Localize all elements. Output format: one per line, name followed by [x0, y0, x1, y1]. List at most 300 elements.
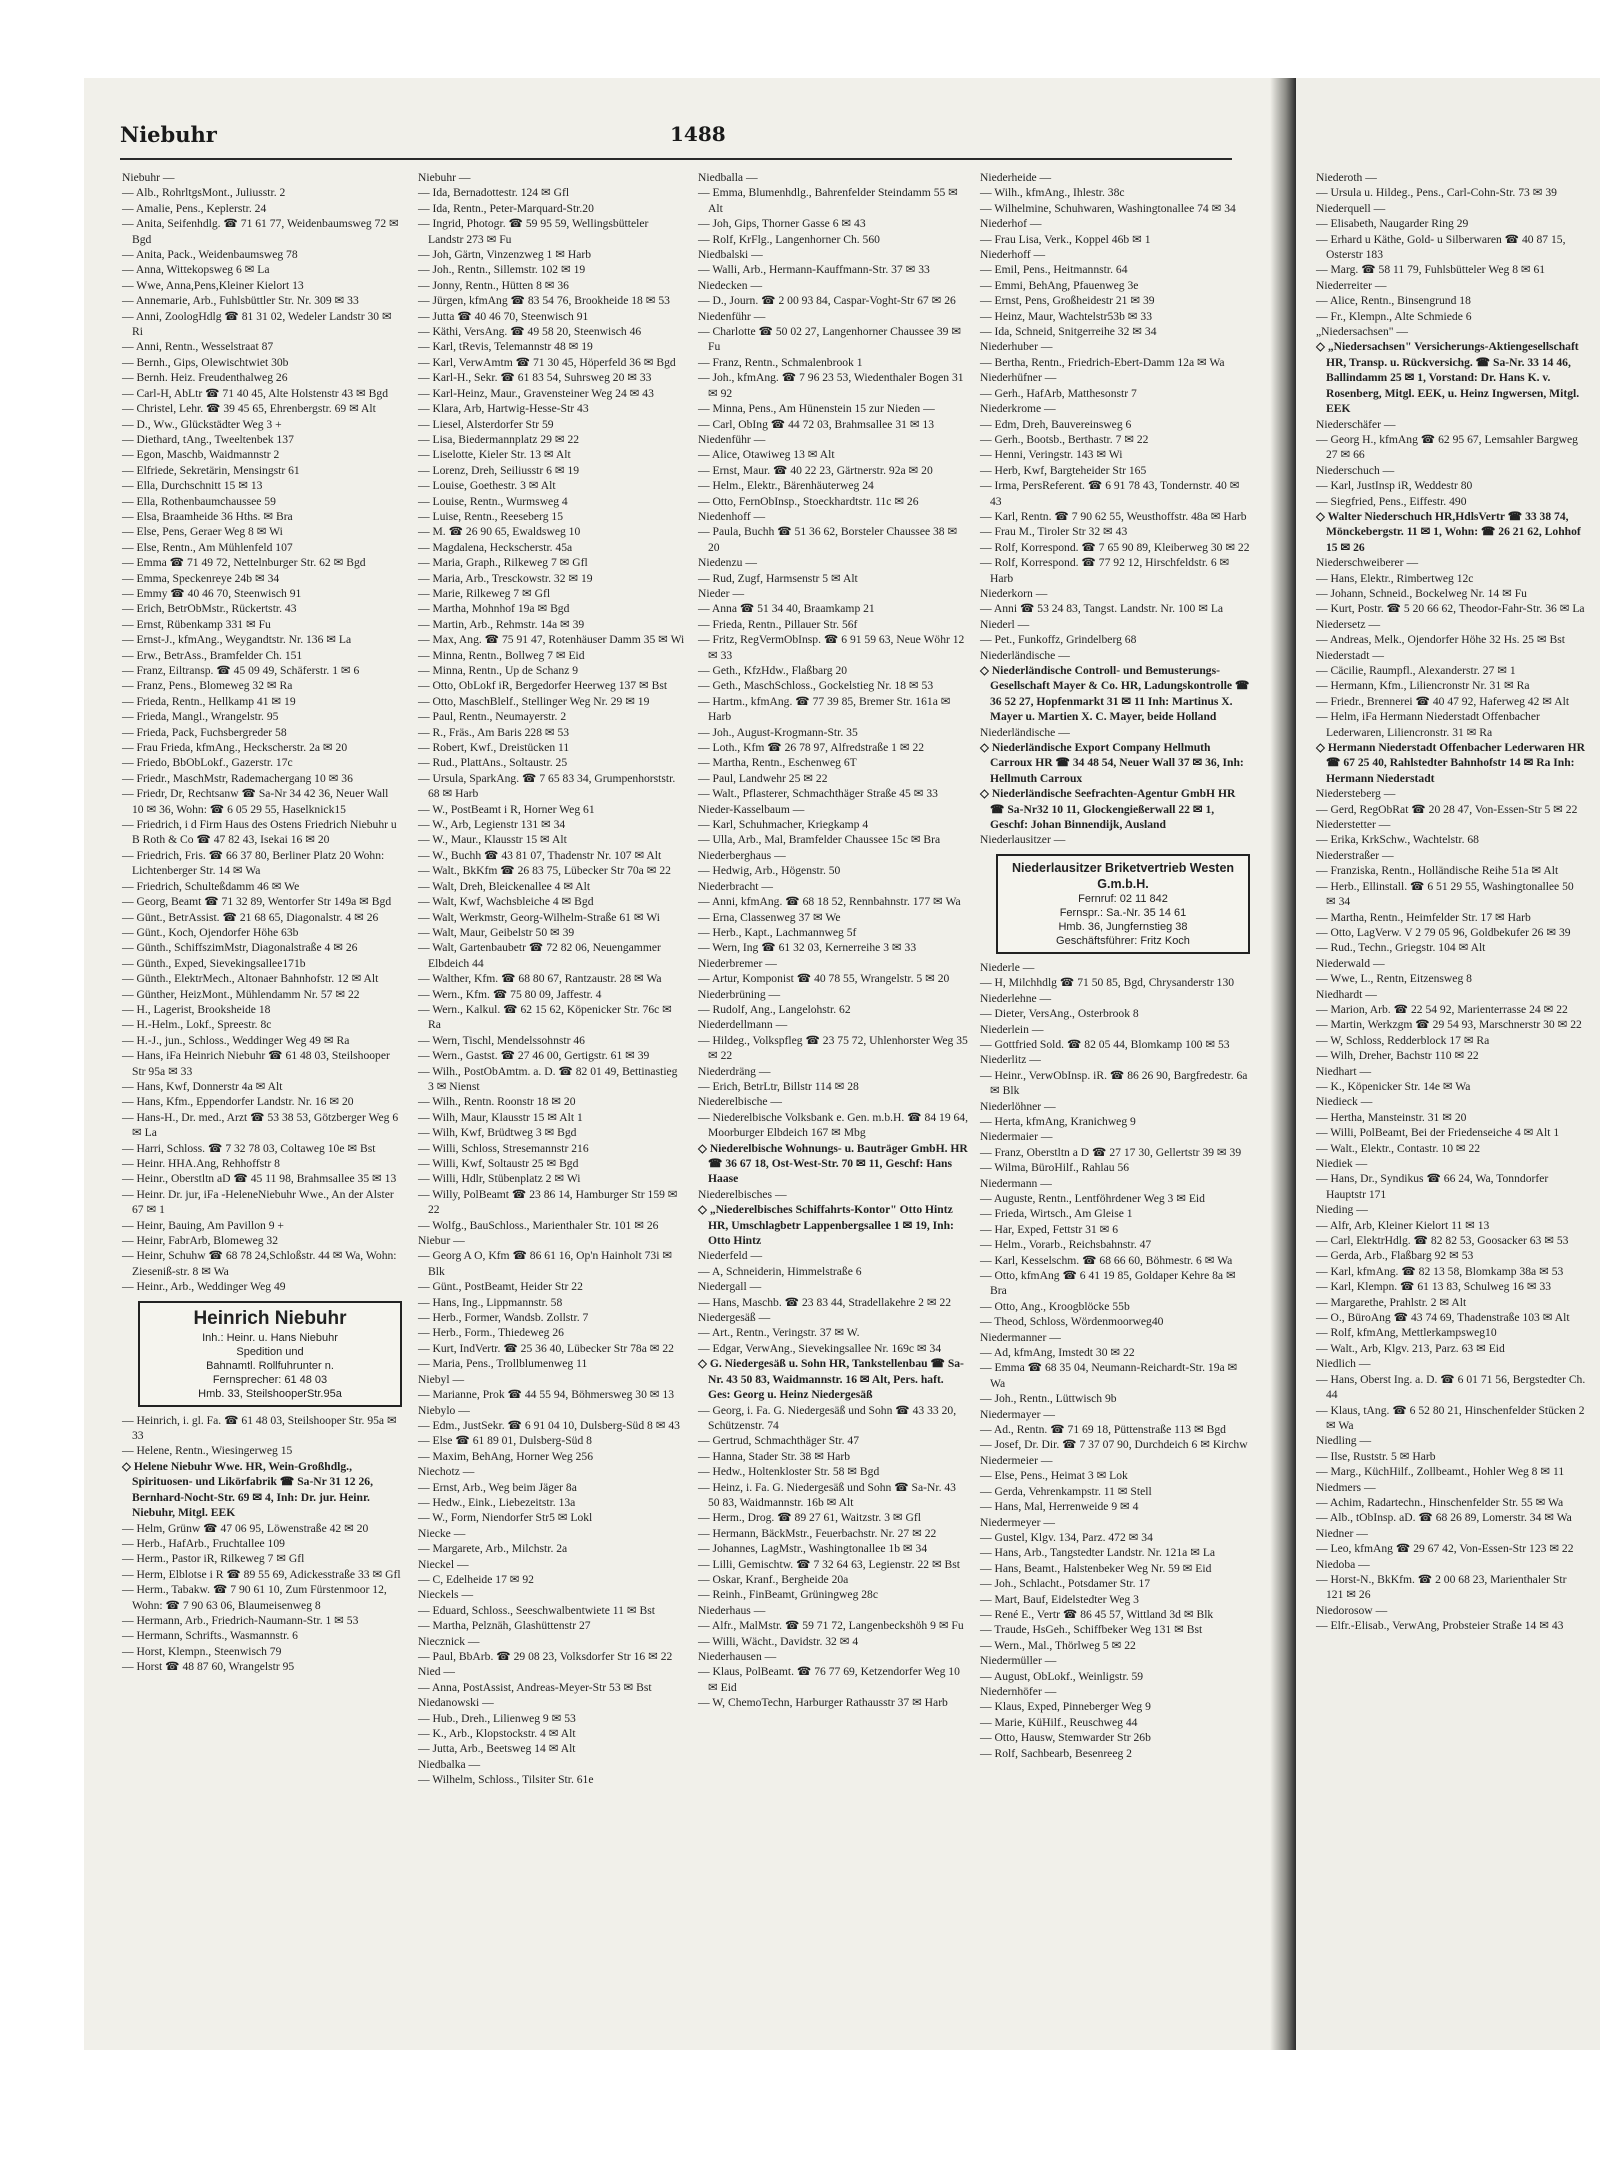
- directory-entry: ◇ „Niedersachsen" Versicherungs-Aktiengesellschaft HR, Transp. u. Rückversichg. ☎ Sa-Nr. 33 14 46, Ballindamm 25 ✉ 1, Vorstand: Dr. Hans K. v. Rosenberg, Mitgl. EEK, u. Heinz Ingwersen, Mitgl. EEK: [1316, 340, 1580, 416]
- directory-entry: — Herb., Ellinstall. ☎ 6 51 29 55, Washingtonallee 50 ✉ 34: [1316, 879, 1574, 909]
- directory-entry: — Otto, Ang., Kroogblöcke 55b: [980, 1299, 1130, 1313]
- directory-entry: — Klaus, Exped, Pinneberger Weg 9: [980, 1700, 1151, 1714]
- surname-heading: Niederkorn —: [980, 586, 1048, 600]
- surname-heading: Nieder —: [698, 586, 745, 600]
- surname-heading: Niechotz —: [418, 1465, 475, 1479]
- directory-entry: — Wern., Kalkul. ☎ 62 15 62, Köpenicker Str. 76c ✉ Ra: [418, 1002, 672, 1032]
- directory-entry: — Walli, Arb., Hermann-Kauffmann-Str. 37 ✉ 33: [698, 263, 930, 277]
- directory-entry: — Herm., Pastor iR, Rilkeweg 7 ✉ Gfl: [122, 1552, 305, 1566]
- directory-entry: — K., Arb., Klopstockstr. 4 ✉ Alt: [418, 1727, 576, 1741]
- directory-entry: — Karl, Rentn. ☎ 7 90 62 55, Weusthoffstr. 48a ✉ Harb: [980, 509, 1247, 523]
- directory-entry: — Horst, Klempn., Steenwisch 79: [122, 1644, 282, 1658]
- directory-entry: — Willi, PolBeamt, Bei der Friedenseiche 4 ✉ Alt 1: [1316, 1126, 1560, 1140]
- directory-entry: — Carl, ElektrHdlg. ☎ 82 82 53, Goosacker 63 ✉ 53: [1316, 1234, 1569, 1248]
- directory-entry: — Jonny, Rentn., Hütten 8 ✉ 36: [418, 278, 569, 292]
- surname-heading: Niebuhr —: [122, 171, 175, 184]
- directory-entry: — Walther, Kfm. ☎ 68 80 67, Rantzaustr. 28 ✉ Wa: [418, 972, 662, 986]
- surname-heading: Nieding —: [1316, 1203, 1368, 1217]
- directory-entry: — H.-J., jun., Schloss., Weddinger Weg 49 ✉ Ra: [122, 1033, 350, 1047]
- directory-entry: — Johann, Schneid., Bockelweg Nr. 14 ✉ Fu: [1316, 586, 1527, 600]
- directory-entry: ◇ Niederelbische Wohnungs- u. Bauträger GmbH. HR ☎ 36 67 18, Ost-West-Str. 70 ✉ 11, Geschf: Hans Haase: [698, 1141, 968, 1186]
- directory-entry: — Hans, Beamt., Halstenbeker Weg Nr. 59 ✉ Eid: [980, 1561, 1212, 1575]
- directory-entry: — Karl, Kesselschm. ☎ 68 66 60, Böhmestr. 6 ✉ Wa: [980, 1253, 1233, 1267]
- surname-heading: Niederschäfer —: [1316, 417, 1396, 431]
- directory-entry: — Hans-H., Dr. med., Arzt ☎ 53 38 53, Götzberger Weg 6 ✉ La: [122, 1110, 399, 1140]
- directory-entry: — Willi, Kwf, Soltaustr 25 ✉ Bgd: [418, 1157, 579, 1170]
- directory-entry: — Henni, Veringstr. 143 ✉ Wi: [980, 448, 1123, 462]
- directory-entry: — Rolf, Sachbearb, Besenreeg 2: [980, 1746, 1132, 1760]
- directory-entry: — Ad, kfmAng, Imstedt 30 ✉ 22: [980, 1346, 1135, 1360]
- directory-entry: — Lilli, Gemischtw. ☎ 7 32 64 63, Legienstr. 22 ✉ Bst: [698, 1557, 961, 1571]
- directory-entry: — Louise, Goethestr. 3 ✉ Alt: [418, 479, 556, 493]
- directory-entry: Hmb. 33, SteilshooperStr.95a: [198, 1387, 342, 1400]
- directory-entry: — Ernst, Arb., Weg beim Jäger 8a: [418, 1480, 577, 1494]
- directory-entry: — Rud., Techn., Griegstr. 104 ✉ Alt: [1316, 941, 1486, 955]
- advertisement-box-brikett: [996, 854, 1250, 954]
- directory-entry: — Franz, Eiltransp. ☎ 45 09 49, Schäferstr. 1 ✉ 6: [122, 664, 360, 677]
- directory-entry: — Karl, VerwAmtm ☎ 71 30 45, Höperfeld 36 ✉ Bgd: [418, 355, 676, 369]
- surname-heading: Niedermanner —: [980, 1330, 1061, 1344]
- directory-entry: — Anni, Rentn., Wesselstraat 87: [122, 340, 274, 354]
- directory-entry: — Alb., tObInsp. aD. ☎ 68 26 89, Lomerstr. 34 ✉ Wa: [1316, 1511, 1572, 1525]
- directory-entry: — Frieda, Wirtsch., Am Gleise 1: [980, 1207, 1133, 1221]
- directory-entry: — Amalie, Pens., Keplerstr. 24: [122, 201, 267, 215]
- directory-entry: — Paul, Landwehr 25 ✉ 22: [698, 771, 828, 785]
- directory-entry: — Friedr., MaschMstr, Rademachergang 10 ✉ 36: [122, 771, 353, 785]
- directory-entry: — W., Arb, Legienstr 131 ✉ 34: [418, 818, 566, 832]
- directory-entry: — Hedw., Holtenkloster Str. 58 ✉ Bgd: [698, 1465, 880, 1479]
- directory-entry: — Georg A O, Kfm ☎ 86 61 16, Op'n Hainholt 73i ✉ Blk: [418, 1249, 673, 1278]
- directory-entry: — Joh, Gips, Thorner Gasse 6 ✉ 43: [698, 217, 866, 231]
- directory-entry: — Emma ☎ 68 35 04, Neumann-Reichardt-Str. 19a ✉ Wa: [980, 1361, 1238, 1390]
- directory-entry: — Bertha, Rentn., Friedrich-Ebert-Damm 12a ✉ Wa: [980, 355, 1225, 369]
- surname-heading: Niederdräng —: [698, 1064, 771, 1078]
- surname-heading: Niederhof —: [980, 217, 1042, 231]
- directory-entry: — Günt., BetrAssist. ☎ 21 68 65, Diagonalstr. 4 ✉ 26: [122, 910, 379, 924]
- directory-entry: — Anita, Pack., Weidenbaumsweg 78: [122, 248, 298, 262]
- directory-entry: — Jutta ☎ 40 46 70, Steenwisch 91: [418, 309, 589, 323]
- surname-heading: Niedecken —: [698, 278, 763, 292]
- ad-lines: [1004, 892, 1242, 948]
- directory-entry: — Hanna, Stader Str. 38 ✉ Harb: [698, 1449, 851, 1463]
- directory-entry: — Otto, ObLokf iR, Bergedorfer Heerweg 137 ✉ Bst: [418, 679, 668, 693]
- directory-column-right: [1316, 170, 1586, 1634]
- directory-entry: — Max, Ang. ☎ 75 91 47, Rotenhäuser Damm 35 ✉ Wi: [418, 633, 685, 647]
- directory-entry: — Günth., SchiffszimMstr, Diagonalstraße 4 ✉ 26: [122, 941, 358, 955]
- entry-list: [980, 170, 1250, 848]
- surname-heading: Niederhuber —: [980, 340, 1053, 354]
- surname-heading: Niedermaier —: [980, 1130, 1053, 1144]
- directory-entry: — Ulla, Arb., Mal, Bramfelder Chaussee 15c ✉ Bra: [698, 833, 941, 847]
- directory-entry: — Ida, Rentn., Peter-Marquard-Str.20: [418, 201, 594, 215]
- page-number: 1488: [670, 122, 726, 146]
- surname-heading: Niedenführ —: [698, 432, 766, 446]
- directory-entry: — Ida, Bernadottestr. 124 ✉ Gfl: [418, 186, 570, 200]
- surname-heading: Niedermüller —: [980, 1654, 1057, 1668]
- directory-entry: — Hermann, Schrifts., Wasmannstr. 6: [122, 1629, 298, 1643]
- directory-entry: ◇ „Niederelbisches Schiffahrts-Kontor" Otto Hintz HR, Umschlagbetr Lappenbergsallee 1 ✉ 19, Inh: Otto Hintz: [698, 1203, 954, 1248]
- directory-entry: — Karl-Heinz, Maur., Gravensteiner Weg 24 ✉ 43: [418, 386, 654, 400]
- directory-entry: — Maria, Pens., Trollblumenweg 11: [418, 1357, 588, 1371]
- directory-entry: — Emmi, BehAng, Pfauenweg 3e: [980, 278, 1139, 292]
- directory-entry: — Lisa, Biedermannplatz 29 ✉ 22: [418, 432, 580, 446]
- directory-entry: — Herb, Kwf, Bargteheider Str 165: [980, 463, 1147, 477]
- directory-entry: — Herm., Drog. ☎ 89 27 61, Waitzstr. 3 ✉ Gfl: [698, 1511, 921, 1525]
- directory-entry: — Liesel, Alsterdorfer Str 59: [418, 417, 554, 431]
- directory-entry: — Carl-H, AbLtr ☎ 71 40 45, Alte Holstenstr 43 ✉ Bgd: [122, 386, 388, 400]
- directory-entry: — Ernst-J., kfmAng., Weygandtstr. Nr. 136 ✉ La: [122, 633, 352, 647]
- directory-entry: — Herm., Tabakw. ☎ 7 90 61 10, Zum Fürstenmoor 12, Wohn: ☎ 7 90 63 06, Blaumeisenweg 8: [122, 1583, 387, 1612]
- directory-entry: — Helm, iFa Hermann Niederstadt Offenbacher Lederwaren, Liliencronstr. 31 ✉ Ra: [1316, 710, 1540, 739]
- directory-entry: — Heinrich, i. gl. Fa. ☎ 61 48 03, Steilshooper Str. 95a ✉ 33: [122, 1413, 397, 1443]
- surname-heading: Niederwald —: [1316, 956, 1385, 970]
- ad-lines: [146, 1331, 394, 1401]
- advertisement-box-niebuhr: [138, 1301, 402, 1407]
- directory-entry: — Robert, Kwf., Dreistücken 11: [418, 741, 570, 755]
- directory-entry: — Paul, BbArb. ☎ 29 08 23, Volksdorfer Str 16 ✉ 22: [418, 1650, 673, 1663]
- directory-entry: — Ella, Durchschnitt 15 ✉ 13: [122, 479, 263, 493]
- directory-entry: ◇ Niederländische Controll- und Bemusterungs-Gesellschaft Mayer & Co. HR, Ladungskontrolle ☎ 36 52 27, Hopfenmarkt 31 ✉ 11 Inh: Martinus X. Mayer u. Martien X. C. Mayer, beide Holland: [980, 664, 1250, 724]
- directory-entry: — Gottfried Sold. ☎ 82 05 44, Blomkamp 100 ✉ 53: [980, 1037, 1230, 1051]
- directory-entry: — Dieter, VersAng., Osterbrook 8: [980, 1007, 1139, 1021]
- directory-entry: — Otto, Hausw, Stemwarder Str 26b: [980, 1731, 1151, 1745]
- directory-entry: — Willi, Hdlr, Stübenplatz 2 ✉ Wi: [418, 1172, 581, 1186]
- surname-heading: Niederschuch —: [1316, 463, 1395, 477]
- directory-entry: — Annemarie, Arb., Fuhlsbüttler Str. Nr. 309 ✉ 33: [122, 294, 359, 308]
- surname-heading: Niedenhoff —: [698, 509, 766, 523]
- directory-entry: — Lorenz, Dreh, Seiliusstr 6 ✉ 19: [418, 463, 580, 477]
- surname-heading: Niebuhr —: [418, 171, 471, 184]
- directory-entry: — Hans, Mal, Herrenweide 9 ✉ 4: [980, 1500, 1139, 1514]
- directory-entry: — Ad., Rentn. ☎ 71 69 18, Püttenstraße 113 ✉ Bgd: [980, 1423, 1226, 1437]
- directory-entry: — Frieda, Pack, Fuchsbergreder 58: [122, 725, 287, 739]
- running-head: [120, 122, 1220, 162]
- directory-entry: — Günth., Exped, Sievekingsallee171b: [122, 956, 306, 970]
- directory-entry: — Hans, Elektr., Rimbertweg 12c: [1316, 571, 1474, 585]
- directory-entry: — Hedw., Eink., Liebezeitstr. 13a: [418, 1495, 576, 1509]
- directory-entry: — Karl, tRevis, Telemannstr 48 ✉ 19: [418, 340, 593, 354]
- directory-entry: — Marion, Arb. ☎ 22 54 92, Marienterrasse 24 ✉ 22: [1316, 1002, 1568, 1016]
- directory-entry: — W., Buchh ☎ 43 81 07, Thadenstr Nr. 107 ✉ Alt: [418, 848, 662, 862]
- directory-entry: — Jürgen, kfmAng ☎ 83 54 76, Brookheide 18 ✉ 53: [418, 294, 670, 308]
- directory-entry: — Rud., PlattAns., Soltaustr. 25: [418, 756, 568, 770]
- directory-entry: — Alfr, Arb, Kleiner Kielort 11 ✉ 13: [1316, 1218, 1490, 1232]
- directory-entry: — Kurt, Postr. ☎ 5 20 66 62, Theodor-Fahr-Str. 36 ✉ La: [1316, 602, 1585, 616]
- directory-entry: — Marianne, Prok ☎ 44 55 94, Böhmersweg 30 ✉ 13: [418, 1388, 675, 1402]
- directory-entry: — Minna, Pens., Am Hünenstein 15 zur Nieden —: [698, 402, 935, 416]
- directory-entry: — K., Köpenicker Str. 14e ✉ Wa: [1316, 1079, 1471, 1093]
- directory-entry: — Hans, Kfm., Eppendorfer Landstr. Nr. 16 ✉ 20: [122, 1095, 354, 1109]
- directory-entry: — Hermann, Kfm., Liliencronstr Nr. 31 ✉ Ra: [1316, 679, 1530, 693]
- directory-entry: — Ernst, Maur. ☎ 40 22 23, Gärtnerstr. 92a ✉ 20: [698, 463, 933, 477]
- directory-entry: — Wern, Ing ☎ 61 32 03, Kernerreihe 3 ✉ 33: [698, 941, 917, 955]
- directory-entry: — Artur, Komponist ☎ 40 78 55, Wrangelstr. 5 ✉ 20: [698, 972, 950, 986]
- directory-entry: — Karl-H., Sekr. ☎ 61 83 54, Suhrsweg 20 ✉ 33: [418, 371, 652, 385]
- directory-entry: — Loth., Kfm ☎ 26 78 97, Alfredstraße 1 ✉ 22: [698, 741, 925, 755]
- left-page: [84, 78, 1270, 2050]
- directory-entry: — Paula, Buchh ☎ 51 36 62, Borsteler Chaussee 38 ✉ 20: [698, 525, 958, 554]
- directory-entry: — Friedrich, i d Firm Haus des Ostens Friedrich Niebuhr u B Roth & Co ☎ 47 82 43, Isekai 16 ✉ 20: [122, 818, 397, 847]
- directory-entry: — Joh, Gärtn, Vinzenzweg 1 ✉ Harb: [418, 248, 592, 262]
- surname-heading: Niederreiter —: [1316, 278, 1387, 292]
- directory-entry: — Maria, Arb., Tresckowstr. 32 ✉ 19: [418, 571, 593, 585]
- directory-entry: — Andreas, Melk., Ojendorfer Höhe 32 Hs. 25 ✉ Bst: [1316, 633, 1565, 647]
- directory-entry: — Walt., BkKfm ☎ 26 83 75, Lübecker Str 70a ✉ 22: [418, 864, 671, 878]
- directory-entry: — Herb., Former, Wandsb. Zollstr. 7: [418, 1311, 589, 1325]
- surname-heading: Niederlöhner —: [980, 1099, 1056, 1113]
- directory-entry: — Rud, Zugf, Harmsenstr 5 ✉ Alt: [698, 571, 858, 585]
- directory-entry: — Cäcilie, Raumpfl., Alexanderstr. 27 ✉ 1: [1316, 664, 1516, 677]
- surname-heading: Niedermeier —: [980, 1453, 1053, 1467]
- directory-entry: — Else, Pens., Heimat 3 ✉ Lok: [980, 1469, 1128, 1483]
- surname-heading: Nied —: [418, 1665, 456, 1679]
- directory-entry: — Reinh., FinBeamt, Grüningweg 28c: [698, 1588, 879, 1602]
- directory-entry: — Martha, Rentn., Heimfelder Str. 17 ✉ Harb: [1316, 910, 1531, 924]
- directory-entry: — Marie, KüHilf., Reuschweg 44: [980, 1715, 1138, 1729]
- directory-entry: — Leo, kfmAng ☎ 29 67 42, Von-Essen-Str 123 ✉ 22: [1316, 1542, 1574, 1556]
- directory-entry: — Hans, Kwf, Donnerstr 4a ✉ Alt: [122, 1079, 283, 1093]
- entry-list: [418, 170, 686, 1788]
- directory-entry: — Helene, Rentn., Wiesingerweg 15: [122, 1444, 293, 1458]
- directory-entry: — Wern., Mal., Thörlweg 5 ✉ 22: [980, 1638, 1136, 1652]
- directory-entry: — Klara, Arb, Hartwig-Hesse-Str 43: [418, 402, 589, 416]
- directory-entry: — Geth., KfzHdw., Flaßbarg 20: [698, 664, 848, 677]
- directory-entry: — Wilma, BüroHilf., Rahlau 56: [980, 1161, 1130, 1175]
- directory-entry: — Friedrich, Fris. ☎ 66 37 80, Berliner Platz 20 Wohn: Lichtenberger Str. 14 ✉ Wa: [122, 848, 385, 878]
- surname-heading: Niederquell —: [1316, 201, 1386, 215]
- surname-heading: Niecke —: [418, 1526, 466, 1540]
- directory-entry: — Karl, Schuhmacher, Kriegkamp 4: [698, 818, 869, 832]
- directory-entry: — Siegfried, Pens., Eiffestr. 490: [1316, 494, 1467, 508]
- directory-entry: — Anna, PostAssist, Andreas-Meyer-Str 53 ✉ Bst: [418, 1680, 652, 1694]
- directory-entry: — Heinr, Bauing, Am Pavillon 9 +: [122, 1218, 284, 1232]
- surname-heading: Niebylo —: [418, 1403, 470, 1417]
- surname-heading: Niediek —: [1316, 1157, 1368, 1170]
- surname-heading: Niederlausitzer —: [980, 833, 1066, 847]
- surname-heading: Niedergesäß —: [698, 1311, 771, 1325]
- directory-entry: — Minna, Rentn., Up de Schanz 9: [418, 664, 579, 677]
- directory-entry: — Horst-N., BkKfm. ☎ 2 00 68 23, Marienthaler Str 121 ✉ 26: [1316, 1572, 1567, 1602]
- directory-entry: — Helm., Elektr., Bärenhäuterweg 24: [698, 479, 874, 493]
- surname-heading: Nieckels —: [418, 1588, 474, 1602]
- directory-entry: — Herb., Form., Thiedeweg 26: [418, 1326, 564, 1340]
- directory-entry: — Elfr.-Elisab., VerwAng, Probsteier Straße 14 ✉ 43: [1316, 1619, 1564, 1633]
- directory-entry: — Ernst, Rübenkamp 331 ✉ Fu: [122, 617, 271, 631]
- directory-entry: — Otto, FernObInsp., Stoeckhardtstr. 11c ✉ 26: [698, 494, 919, 508]
- directory-entry: — Alice, Rentn., Binsengrund 18: [1316, 294, 1471, 308]
- surname-heading: Niedernhöfer —: [980, 1684, 1057, 1698]
- directory-entry: — Herb., HafArb., Fruchtallee 109: [122, 1536, 285, 1550]
- directory-entry: — Friedo, BbObLokf., Gazerstr. 17c: [122, 756, 293, 770]
- directory-entry: — Elsa, Braamheide 36 Hths. ✉ Bra: [122, 509, 293, 523]
- surname-heading: Niedoba —: [1316, 1557, 1370, 1571]
- directory-entry: ◇ Helene Niebuhr Wwe. HR, Wein-Großhdlg., Spirituosen- und Likörfabrik ☎ Sa-Nr 31 12 26, Bernhard-Nocht-Str. 69 ✉ 4, Inh: Dr. jur. Heinr. Niebuhr, Mitgl. EEK: [122, 1459, 373, 1520]
- surname-heading: Niedorosow —: [1316, 1603, 1388, 1617]
- directory-entry: — Anna, Wittekopsweg 6 ✉ La: [122, 263, 270, 277]
- directory-entry: — Franziska, Rentn., Holländische Reihe 51a ✉ Alt: [1316, 864, 1559, 878]
- surname-heading: Niederheide —: [980, 171, 1052, 184]
- ad-title: Niederlausitzer Briketvertrieb Westen G.m.b.H.: [1011, 860, 1235, 891]
- directory-entry: — Emmy ☎ 40 46 70, Steenwisch 91: [122, 586, 302, 600]
- surname-heading: Niederlein —: [980, 1022, 1044, 1036]
- directory-entry: — Irma, PersReferent. ☎ 6 91 78 43, Tondernstr. 40 ✉ 43: [980, 479, 1240, 508]
- directory-entry: — Herb., Kapt., Lachmannweg 5f: [698, 925, 857, 939]
- directory-entry: — Ingrid, Photogr. ☎ 59 95 59, Wellingsbütteler Landstr 273 ✉ Fu: [418, 217, 649, 246]
- directory-entry: — Gerh., HafArb, Matthesonstr 7: [980, 386, 1137, 400]
- directory-entry: — Rolf, Korrespond. ☎ 77 92 12, Hirschfeldstr. 6 ✉ Harb: [980, 556, 1230, 585]
- directory-entry: — Martha, Mohnhof 19a ✉ Bgd: [418, 602, 570, 616]
- entry-list: [980, 960, 1250, 1761]
- entry-list: [698, 170, 968, 1711]
- directory-entry: — Wilh, Maur, Klausstr 15 ✉ Alt 1: [418, 1110, 583, 1124]
- directory-entry: — Oskar, Kranf., Bergheide 20a: [698, 1572, 849, 1586]
- directory-entry: — W, Schloss, Redderblock 17 ✉ Ra: [1316, 1033, 1490, 1047]
- directory-entry: — W., PostBeamt i R, Horner Weg 61: [418, 802, 595, 816]
- directory-entry: — Martin, Werkzgm ☎ 29 54 93, Marschnerstr 30 ✉ 22: [1316, 1018, 1582, 1032]
- directory-entry: — Wilhelmine, Schuhwaren, Washingtonallee 74 ✉ 34: [980, 201, 1236, 215]
- directory-column-2: [418, 170, 686, 1788]
- surname-heading: Niederbremer —: [698, 956, 777, 970]
- directory-entry: — Friedrich, Schulteßdamm 46 ✉ We: [122, 879, 300, 893]
- directory-entry: — Käthi, VersAng. ☎ 49 58 20, Steenwisch 46: [418, 325, 642, 339]
- directory-entry: — Hedwig, Arb., Högenstr. 50: [698, 864, 841, 878]
- surname-heading: Niederfeld —: [698, 1249, 763, 1263]
- surname-heading: Niebur —: [418, 1234, 465, 1248]
- directory-entry: — D., Ww., Glückstädter Weg 3 +: [122, 417, 282, 431]
- surname-heading: Niecznick —: [418, 1634, 480, 1648]
- directory-entry: Inh.: Heinr. u. Hans Niebuhr: [202, 1331, 338, 1344]
- surname-heading: Niederlitz —: [980, 1053, 1041, 1067]
- directory-entry: — Wolfg., BauSchloss., Marienthaler Str. 101 ✉ 26: [418, 1218, 659, 1232]
- directory-entry: — Geth., MaschSchloss., Gockelstieg Nr. 18 ✉ 53: [698, 679, 934, 693]
- directory-entry: — Walt., Arb, Klgv. 213, Parz. 63 ✉ Eid: [1316, 1341, 1505, 1355]
- directory-entry: — D., Journ. ☎ 2 00 93 84, Caspar-Voght-Str 67 ✉ 26: [698, 294, 956, 308]
- directory-entry: — Hildeg., Volkspfleg ☎ 23 75 72, Uhlenhorster Weg 35 ✉ 22: [698, 1033, 968, 1063]
- directory-entry: — Joh., August-Krogmann-Str. 35: [698, 725, 858, 739]
- directory-entry: — Erna, Classenweg 37 ✉ We: [698, 910, 841, 924]
- directory-entry: Spedition und: [236, 1345, 304, 1358]
- directory-entry: — Wilh., PostObAmtm. a. D. ☎ 82 01 49, Bettinastieg 3 ✉ Nienst: [418, 1064, 678, 1093]
- directory-entry: — Edgar, VerwAng., Sievekingsallee Nr. 169c ✉ 34: [698, 1341, 942, 1355]
- entry-list: [122, 1413, 402, 1675]
- surname-heading: Niederstraßer —: [1316, 848, 1394, 862]
- directory-entry: — Achim, Radartechn., Hinschenfelder Str. 55 ✉ Wa: [1316, 1495, 1564, 1509]
- surname-heading: Niederberghaus —: [698, 848, 786, 862]
- directory-entry: — Otto, kfmAng ☎ 6 41 19 85, Goldaper Kehre 8a ✉ Bra: [980, 1269, 1236, 1298]
- directory-entry: — Ursula, SparkAng. ☎ 7 65 83 34, Grumpenhorststr. 68 ✉ Harb: [418, 771, 676, 801]
- surname-heading: Niederelbisches —: [698, 1187, 787, 1201]
- directory-entry: — Wern., Gastst. ☎ 27 46 00, Gertigstr. 61 ✉ 39: [418, 1049, 650, 1063]
- surname-heading: Niedhart —: [1316, 1064, 1372, 1078]
- directory-entry: — Franz, Oberstltn a D ☎ 27 17 30, Gellertstr 39 ✉ 39: [980, 1145, 1242, 1159]
- surname-heading: Niedersteberg —: [1316, 787, 1396, 801]
- directory-column-3: [698, 170, 968, 1711]
- directory-entry: — Heinr. HHA.Ang, Rehhoffstr 8: [122, 1157, 280, 1170]
- surname-heading: Niederstetter —: [1316, 818, 1391, 832]
- surname-heading: Niederdellmann —: [698, 1018, 788, 1032]
- directory-entry: — Georg, Beamt ☎ 71 32 89, Wentorfer Str 149a ✉ Bgd: [122, 895, 392, 909]
- surname-heading: Niedieck —: [1316, 1095, 1373, 1109]
- surname-heading: Niederle —: [980, 960, 1035, 974]
- directory-entry: — H.-Helm., Lokf., Spreestr. 8c: [122, 1018, 272, 1032]
- directory-entry: — Ursula u. Hildeg., Pens., Carl-Cohn-Str. 73 ✉ 39: [1316, 186, 1557, 200]
- surname-heading: Niederschweiberer —: [1316, 556, 1419, 570]
- directory-entry: — W., Form, Niendorfer Str5 ✉ Lokl: [418, 1511, 593, 1525]
- surname-heading: Niederhausen —: [698, 1650, 777, 1663]
- directory-entry: — Jutta, Arb., Beetsweg 14 ✉ Alt: [418, 1742, 576, 1756]
- directory-entry: — Erhard u Käthe, Gold- u Silberwaren ☎ 40 87 15, Osterstr 183: [1316, 232, 1566, 262]
- directory-entry: — Emil, Pens., Heitmannstr. 64: [980, 263, 1128, 277]
- directory-entry: — Mart, Bauf, Eidelstedter Weg 3: [980, 1592, 1139, 1606]
- directory-entry: — Willi, Schloss, Stresemannstr 216: [418, 1141, 589, 1155]
- directory-entry: — Elfriede, Sekretärin, Mensingstr 61: [122, 463, 300, 477]
- directory-entry: — Frieda, Rentn., Pillauer Str. 56f: [698, 617, 858, 631]
- directory-entry: Geschäftsführer: Fritz Koch: [1056, 934, 1190, 947]
- directory-entry: — Hans, Arb., Tangstedter Landstr. Nr. 121a ✉ La: [980, 1546, 1216, 1560]
- surname-heading: Niederlehne —: [980, 991, 1052, 1005]
- directory-entry: — Martha, Rentn., Eschenweg 6T: [698, 756, 857, 770]
- directory-entry: — Alice, Otawiweg 13 ✉ Alt: [698, 448, 835, 462]
- directory-entry: — Diethard, tAng., Tweeltenbek 137: [122, 432, 294, 446]
- directory-entry: — Karl, kfmAng. ☎ 82 13 58, Blomkamp 38a ✉ 53: [1316, 1264, 1564, 1278]
- directory-entry: — Wilh, Kwf, Brüdtweg 3 ✉ Bgd: [418, 1126, 577, 1140]
- directory-entry: — Erw., BetrAss., Bramfelder Ch. 151: [122, 648, 303, 662]
- directory-entry: — Friedr, Dr, Rechtsanw ☎ Sa-Nr 34 42 36, Neuer Wall 10 ✉ 36, Wohn: ☎ 6 05 29 55, Haselknick15: [122, 787, 389, 816]
- surname-heading: Niedbalka —: [418, 1757, 481, 1771]
- directory-entry: — Josef, Dr. Dir. ☎ 7 37 07 90, Durchdeich 6 ✉ Kirchw: [980, 1438, 1248, 1452]
- surname-heading: Niedballa —: [698, 171, 758, 184]
- directory-entry: — Walt, Kwf, Wachsbleiche 4 ✉ Bgd: [418, 895, 594, 909]
- directory-entry: — Wilh, Dreher, Bachstr 110 ✉ 22: [1316, 1049, 1479, 1063]
- directory-entry: — Joh., Schlacht., Potsdamer Str. 17: [980, 1577, 1151, 1591]
- directory-entry: — Ida, Schneid, Snitgerreihe 32 ✉ 34: [980, 325, 1157, 339]
- directory-entry: — Marg. ☎ 58 11 79, Fuhlsbütteler Weg 8 ✉ 61: [1316, 263, 1546, 277]
- directory-entry: — Hartm., kfmAng. ☎ 77 39 85, Bremer Str. 161a ✉ Harb: [698, 694, 951, 724]
- directory-entry: — Gerda, Arb., Flaßbarg 92 ✉ 53: [1316, 1249, 1474, 1263]
- directory-entry: — Wwe, Anna,Pens,Kleiner Kielort 13: [122, 278, 304, 292]
- directory-entry: — Rolf, kfmAng, Mettlerkampsweg10: [1316, 1326, 1497, 1340]
- directory-entry: — Emma, Blumenhdlg., Bahrenfelder Steindamm 55 ✉ Alt: [698, 186, 958, 215]
- directory-entry: — Joh., kfmAng. ☎ 7 96 23 53, Wiedenthaler Bogen 31 ✉ 92: [698, 371, 964, 400]
- directory-entry: — Erich, BetrLtr, Billstr 114 ✉ 28: [698, 1079, 859, 1093]
- directory-entry: — Eduard, Schloss., Seeschwalbentwiete 11 ✉ Bst: [418, 1603, 655, 1617]
- directory-entry: Hmb. 36, Jungfernstieg 38: [1058, 920, 1188, 933]
- ad-title: Heinrich Niebuhr: [193, 1307, 347, 1329]
- directory-entry: — W, ChemoTechn, Harburger Rathausstr 37 ✉ Harb: [698, 1696, 948, 1710]
- surname-heading: Niederhaus —: [698, 1603, 766, 1617]
- directory-entry: — Fr., Klempn., Alte Schmiede 6: [1316, 309, 1472, 323]
- surname-heading: Niedermann —: [980, 1176, 1052, 1190]
- directory-column-1: [122, 170, 402, 1675]
- directory-entry: — Walt, Gartenbaubetr ☎ 72 82 06, Neuengammer Elbdeich 44: [418, 941, 661, 970]
- directory-entry: — A, Schneiderin, Himmelstraße 6: [698, 1264, 862, 1278]
- directory-entry: — Klaus, tAng. ☎ 6 52 80 21, Hinschenfelder Stücken 2 ✉ Wa: [1316, 1403, 1585, 1432]
- directory-entry: — Ella, Rothenbaumchaussee 59: [122, 494, 276, 508]
- directory-entry: — Minna, Rentn., Bollweg 7 ✉ Eid: [418, 648, 585, 662]
- directory-entry: — Heinr., Arb., Weddinger Weg 49: [122, 1280, 286, 1294]
- directory-entry: — Maria, Graph., Rilkeweg 7 ✉ Gfl: [418, 556, 588, 570]
- directory-entry: — Anni ☎ 53 24 83, Tangst. Landstr. Nr. 100 ✉ La: [980, 602, 1224, 616]
- directory-entry: — H., Lagerist, Brooksheide 18: [122, 1002, 271, 1016]
- header-rule: [120, 158, 1232, 160]
- surname-heading: Niedermayer —: [980, 1407, 1056, 1421]
- directory-entry: — Heinr. Dr. jur, iFa -HeleneNiebuhr Wwe., An der Alster 67 ✉ 1: [122, 1187, 394, 1217]
- surname-heading: Niedanowski —: [418, 1696, 494, 1710]
- surname-heading: Niederoth —: [1316, 171, 1377, 184]
- directory-entry: — Edm, Dreh, Bauvereinsweg 6: [980, 417, 1132, 431]
- directory-entry: — W., Maur., Klausstr 15 ✉ Alt: [418, 833, 567, 847]
- directory-entry: — Erich, BetrObMstr., Rückertstr. 43: [122, 602, 297, 616]
